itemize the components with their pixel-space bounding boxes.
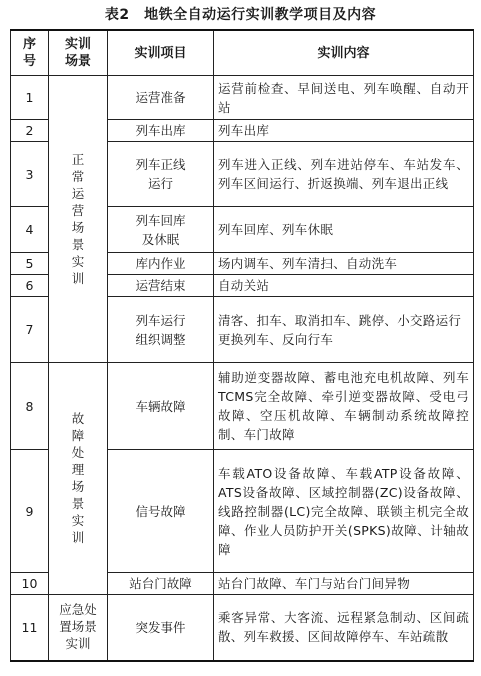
row-item: 站台门故障 — [108, 573, 214, 595]
row-item — [108, 207, 214, 253]
row-no: 8 — [11, 363, 49, 450]
row-item-label: 列车回库及休眠 — [135, 212, 186, 247]
row-item-label: 列车正线运行 — [135, 157, 186, 191]
header-scene-label: 实训场景 — [64, 37, 91, 69]
header-item: 实训项目 — [108, 30, 214, 76]
table-title: 表2 地铁全自动运行实训教学项目及内容 — [104, 7, 377, 23]
row-no: 1 — [11, 76, 49, 120]
row-no: 4 — [11, 207, 49, 253]
scene-emergency-label: 应急处置场景实训 — [59, 602, 97, 652]
row-content-line: 更换列车、反向行车 — [218, 331, 334, 347]
row-no: 10 — [11, 573, 49, 595]
row-item: 运营结束 — [108, 275, 214, 297]
table-row — [11, 76, 474, 120]
header-row — [11, 30, 474, 76]
row-no: 2 — [11, 120, 49, 142]
scene-fault — [49, 363, 108, 595]
row-content: 站台门故障、车门与站台门间异物 — [214, 573, 474, 595]
scene-emergency — [49, 595, 108, 661]
row-content — [214, 297, 474, 363]
table-row — [11, 595, 474, 661]
training-table — [10, 29, 474, 662]
table-row — [11, 363, 474, 450]
row-item: 运营准备 — [108, 76, 214, 120]
scene-normal-label: 正常运营场景实训 — [71, 151, 85, 286]
row-item — [108, 142, 214, 207]
row-no: 11 — [11, 595, 49, 661]
scene-fault-label: 故障处理场景实训 — [71, 411, 85, 545]
row-content: 车载ATO设备故障、车载ATP设备故障、ATS设备故障、区域控制器(ZC)设备故障、线路控制器(LC)完全故障、联锁主机完全故障、作业人员防护开关(SPKS)故障、计轴故障 — [214, 450, 474, 573]
row-content: 列车出库 — [214, 120, 474, 142]
header-content: 实训内容 — [214, 30, 474, 76]
row-item: 库内作业 — [108, 253, 214, 275]
row-no: 5 — [11, 253, 49, 275]
row-no: 9 — [11, 450, 49, 573]
header-no — [11, 30, 49, 76]
row-content: 辅助逆变器故障、蓄电池充电机故障、列车TCMS完全故障、牵引逆变器故障、受电弓故障、空压机故障、车辆制动系统故障控制、车门故障 — [214, 363, 474, 450]
row-item: 突发事件 — [108, 595, 214, 661]
row-no: 6 — [11, 275, 49, 297]
row-content-line: 清客、扣车、取消扣车、跳停、小交路运行 — [218, 312, 462, 328]
row-content: 场内调车、列车清扫、自动洗车 — [214, 253, 474, 275]
row-item: 车辆故障 — [108, 363, 214, 450]
row-content: 乘客异常、大客流、远程紧急制动、区间疏散、列车救援、区间故障停车、车站疏散 — [214, 595, 474, 661]
row-content: 列车进入正线、列车进站停车、车站发车、列车区间运行、折返换端、列车退出正线 — [214, 142, 474, 207]
row-no: 7 — [11, 297, 49, 363]
row-content: 列车回库、列车休眠 — [214, 207, 474, 253]
row-content: 运营前检查、早间送电、列车唤醒、自动开站 — [214, 76, 474, 120]
row-item-label: 列车运行组织调整 — [135, 312, 186, 347]
row-item: 信号故障 — [108, 450, 214, 573]
row-no: 3 — [11, 142, 49, 207]
row-item: 列车出库 — [108, 120, 214, 142]
header-no-label: 序号 — [22, 37, 36, 69]
scene-normal — [49, 76, 108, 363]
header-scene — [49, 30, 108, 76]
row-item — [108, 297, 214, 363]
row-content: 自动关站 — [214, 275, 474, 297]
